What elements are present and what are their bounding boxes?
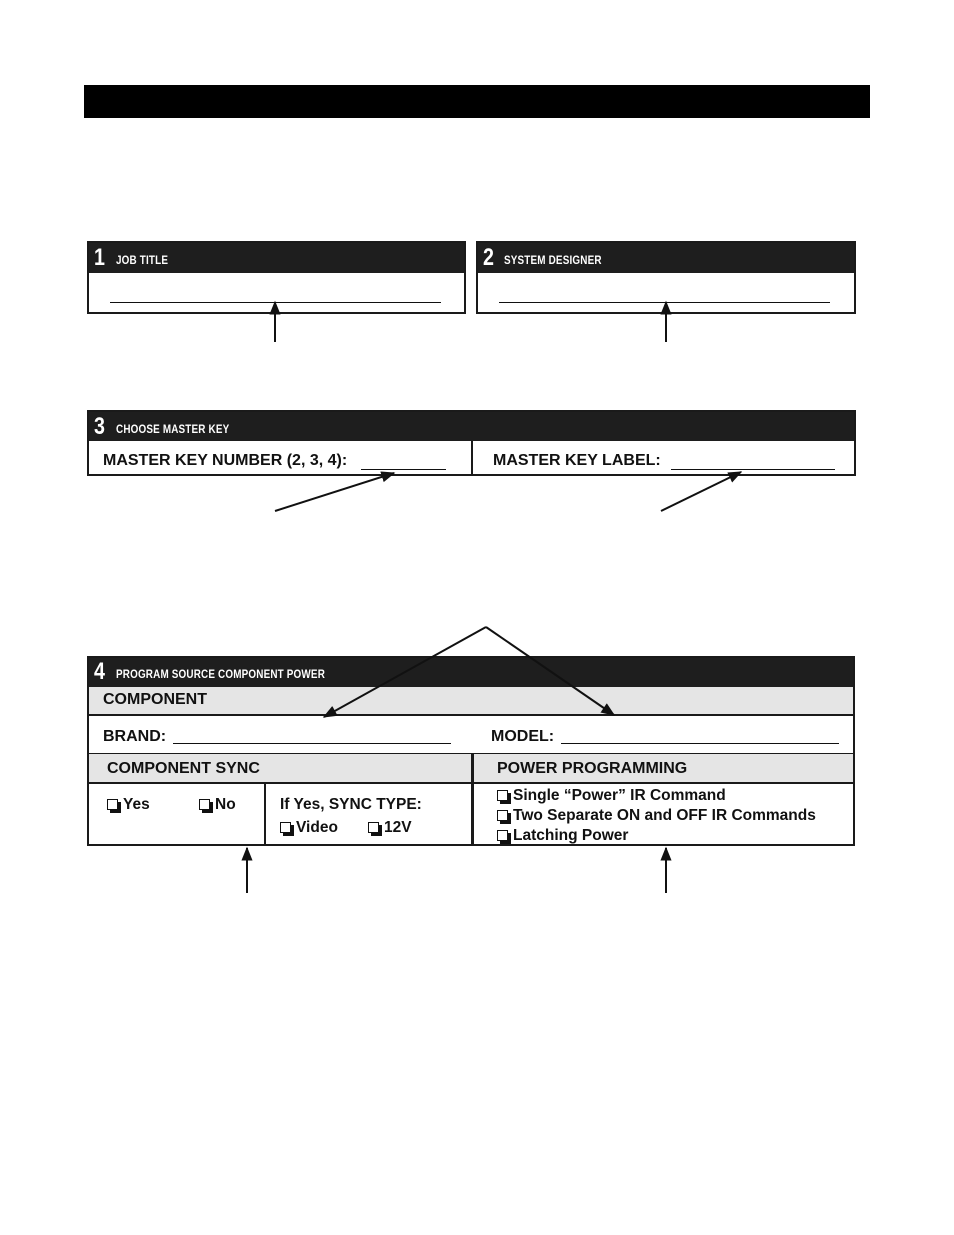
sync-no-option[interactable]: No <box>199 796 236 814</box>
section-title: JOB TITLE <box>116 255 169 267</box>
power-option-single[interactable]: Single “Power” IR Command <box>497 787 726 805</box>
section-title: PROGRAM SOURCE COMPONENT POWER <box>116 669 326 681</box>
component-sync-label: COMPONENT SYNC <box>107 760 260 777</box>
arrow-master-key-label <box>661 472 741 511</box>
power-option-separate[interactable]: Two Separate ON and OFF IR Commands <box>497 807 816 825</box>
master-key-label-label: MASTER KEY LABEL: <box>493 452 661 469</box>
sync-12v-option[interactable]: 12V <box>368 819 412 837</box>
section-number: 1 <box>94 244 105 271</box>
sync-video-option[interactable]: Video <box>280 819 338 837</box>
section-number: 4 <box>94 658 105 685</box>
model-label: MODEL: <box>491 728 555 745</box>
section-number: 2 <box>483 244 494 271</box>
component-header-label: COMPONENT <box>103 691 207 708</box>
section-title: CHOOSE MASTER KEY <box>116 424 230 436</box>
sync-yes-option[interactable]: Yes <box>107 796 150 814</box>
sync-type-label: If Yes, SYNC TYPE: <box>280 796 422 813</box>
power-programming-label: POWER PROGRAMMING <box>497 760 688 777</box>
master-key-number-label: MASTER KEY NUMBER (2, 3, 4): <box>103 452 348 469</box>
arrow-model <box>486 627 614 715</box>
section-number: 3 <box>94 413 105 440</box>
arrow-master-key-number <box>275 473 394 511</box>
power-option-latching[interactable]: Latching Power <box>497 827 628 845</box>
brand-label: BRAND: <box>103 728 167 745</box>
arrow-brand <box>324 627 486 717</box>
section-title: SYSTEM DESIGNER <box>504 255 602 267</box>
